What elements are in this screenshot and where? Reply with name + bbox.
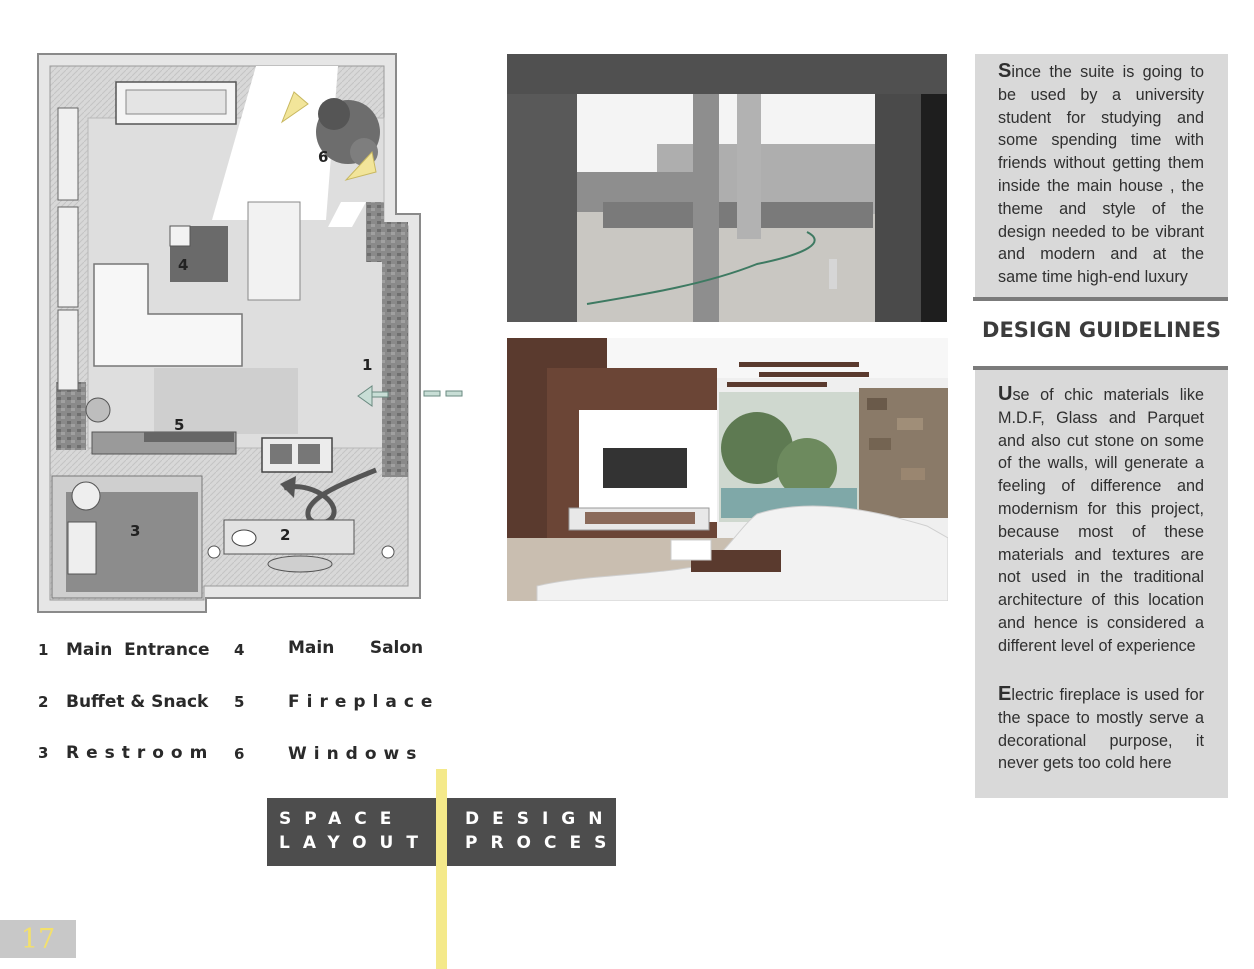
plan-label-1: 1	[362, 356, 373, 374]
site-photo	[507, 54, 947, 322]
badge-left-line1: SPACE	[279, 809, 405, 829]
guidelines-p1-text: se of chic materials like M.D.F, Glass and Parquet and also cut stone on some of the walls, will generate a feeling of difference and modernism for this project, because most of these materials and textures are not used in the traditional architecture of this location and hence is considered a different level of experience	[998, 386, 1204, 655]
heading-rule-top	[973, 297, 1228, 301]
legend-number-3: 3	[38, 744, 49, 762]
legend-label-windows: Windows	[288, 744, 424, 764]
legend-label-main-entrance: Main Entrance	[66, 640, 210, 660]
floor-plan	[36, 52, 422, 614]
guidelines-p2-initial: E	[998, 683, 1012, 705]
entrance-arrow-icon	[422, 388, 466, 400]
tv	[603, 448, 687, 488]
guidelines-p2-text: lectric fireplace is used for the space to mostly serve a decorational purpose, it never gets too cold here	[998, 686, 1204, 773]
legend-label-fireplace: Fireplace	[288, 692, 440, 712]
legend-number-4: 4	[234, 641, 245, 659]
accent-divider	[436, 769, 447, 969]
badge-right-line2: PROCESS	[465, 833, 644, 853]
legend-number-6: 6	[234, 745, 245, 763]
plan-label-3: 3	[130, 522, 141, 540]
stone-wall-left	[56, 382, 86, 450]
page-number: 17	[20, 924, 56, 955]
legend-number-5: 5	[234, 693, 245, 711]
intro-initial: S	[998, 60, 1012, 82]
design-guidelines-heading: DESIGN GUIDELINES	[982, 318, 1221, 342]
badge-right-line1: DESIGN	[465, 809, 616, 829]
living-room-render	[507, 338, 948, 601]
guidelines-paragraph-2	[998, 683, 1204, 775]
legend-number-2: 2	[38, 693, 49, 711]
intro-text: ince the suite is going to be used by a university student for studying and some spending time with friends without getting them inside the main house , the theme and style of the design needed to be vibrant and modern and at the same time high-end luxury	[998, 63, 1204, 287]
guidelines-paragraph-1	[998, 383, 1204, 658]
plan-label-2: 2	[280, 526, 291, 544]
legend-label-restroom: Restroom	[66, 743, 215, 763]
legend-label-main-salon: Main Salon	[288, 638, 424, 658]
badge-left-line2: LAYOUT	[279, 833, 431, 853]
plan-label-4: 4	[178, 256, 189, 274]
plan-label-5: 5	[174, 416, 185, 434]
intro-paragraph	[998, 60, 1204, 289]
plan-label-6: 6	[318, 148, 329, 166]
guidelines-p1-initial: U	[998, 383, 1013, 405]
legend-number-1: 1	[38, 641, 49, 659]
legend-label-buffet: Buffet & Snack	[66, 692, 209, 712]
stone-wall-right	[382, 222, 408, 477]
